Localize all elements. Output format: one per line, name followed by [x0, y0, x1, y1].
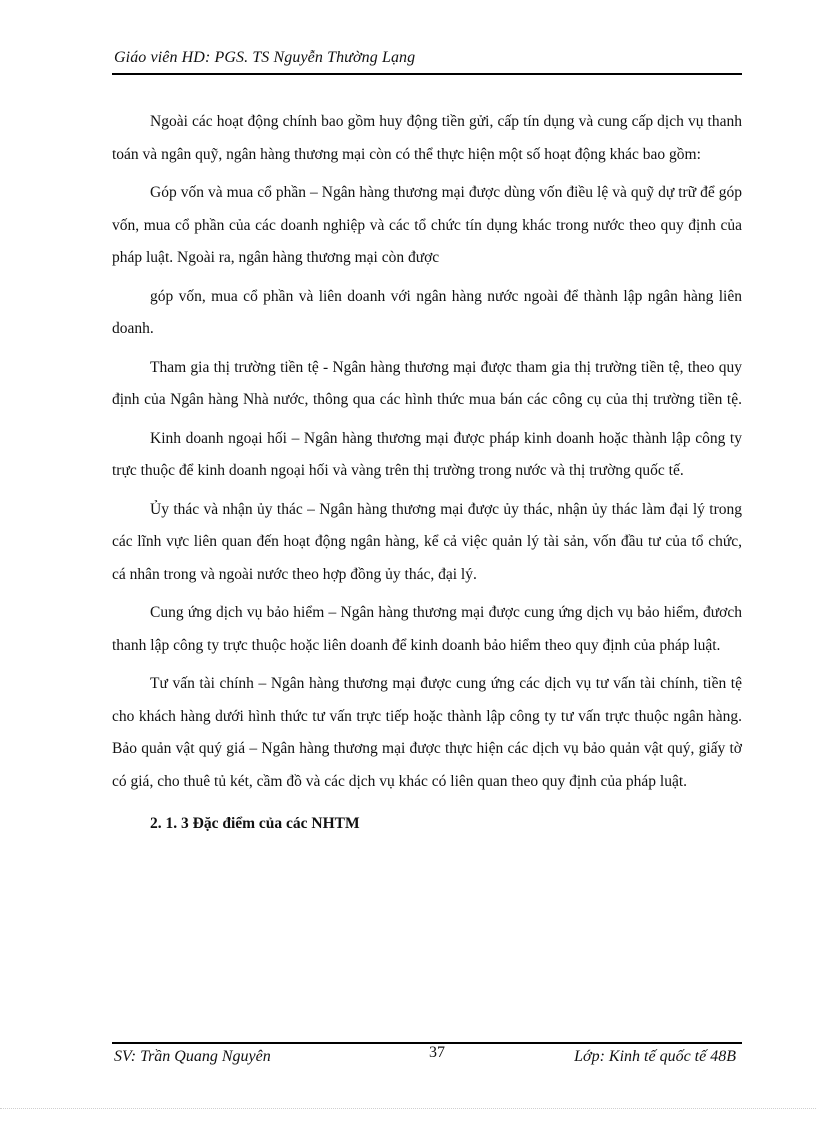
paragraph-joint-venture: góp vốn, mua cổ phần và liên doanh với ngân hàng nước ngoài để thành lập ngân hàng liên doanh. [112, 287, 742, 337]
paragraph-money-market: Tham gia thị trường tiền tệ - Ngân hàng thương mại được tham gia thị trường tiền tệ, theo quy định của Ngân hàng Nhà nước, thông qua các hình thức mua bán các công cụ của thị trường tiền tệ. [112, 358, 742, 408]
paragraph-foreign-exchange: Kinh doanh ngoại hối – Ngân hàng thương mại được pháp kinh doanh hoặc thành lập công ty trực thuộc để kinh doanh ngoại hối và vàng trên thị trường trong nước và thị trường quốc tế. [112, 429, 742, 479]
page-footer [112, 1042, 742, 1072]
page-edge-divider [0, 1108, 816, 1109]
header-rule [112, 73, 742, 75]
header-teacher: Giáo viên HD: PGS. TS Nguyễn Thường Lạng [114, 49, 416, 66]
footer-class: Lớp: Kinh tế quốc tế 48B [574, 1048, 736, 1065]
paragraph-insurance: Cung ứng dịch vụ bảo hiểm – Ngân hàng thương mại được cung ứng dịch vụ bảo hiểm, đươch thanh lập công ty trực thuộc hoặc liên doanh để kinh doanh bảo hiểm theo quy định của pháp luật. [112, 604, 742, 654]
paragraph-capital-contribution: Góp vốn và mua cổ phần – Ngân hàng thương mại được dùng vốn điều lệ và quỹ dự trữ để góp vốn, mua cổ phần của các doanh nghiệp và các tổ chức tín dụng khác trong nước theo quy định của pháp luật. Ngoài ra, ngân hàng thương mại còn được [112, 184, 742, 266]
paragraph-trust: Ủy thác và nhận ủy thác – Ngân hàng thương mại được ủy thác, nhận ủy thác làm đại lý trong các lĩnh vực liên quan đến hoạt động ngân hàng, kể cả việc quản lý tài sản, vốn đầu tư của tổ chức, cá nhân trong và ngoài nước theo hợp đồng ủy thác, đại lý. [112, 500, 742, 583]
footer-student: SV: Trần Quang Nguyên [114, 1048, 271, 1065]
section-heading: 2. 1. 3 Đặc điểm của các NHTM [150, 815, 360, 832]
paragraph-financial-advisory: Tư vấn tài chính – Ngân hàng thương mại được cung ứng các dịch vụ tư vấn tài chính, tiền tệ cho khách hàng dưới hình thức tư vấn trực tiếp hoặc thành lập công ty tư vấn trực thuộc ngân hàng. Bảo quản vật quý giá – Ngân hàng thương mại được thực hiện các dịch vụ bảo quản vật quý, giấy tờ có giá, cho thuê tủ két, cầm đồ và các dịch vụ khác có liên quan theo quy định của pháp luật. [112, 675, 742, 790]
page-number: 37 [429, 1044, 445, 1061]
document-body [112, 106, 742, 840]
footer-row [112, 1044, 742, 1072]
paragraph-intro: Ngoài các hoạt động chính bao gồm huy động tiền gửi, cấp tín dụng và cung cấp dịch vụ thanh toán và ngân quỹ, ngân hàng thương mại còn có thể thực hiện một số hoạt động khác bao gồm: [112, 113, 742, 163]
page-header [112, 48, 742, 75]
